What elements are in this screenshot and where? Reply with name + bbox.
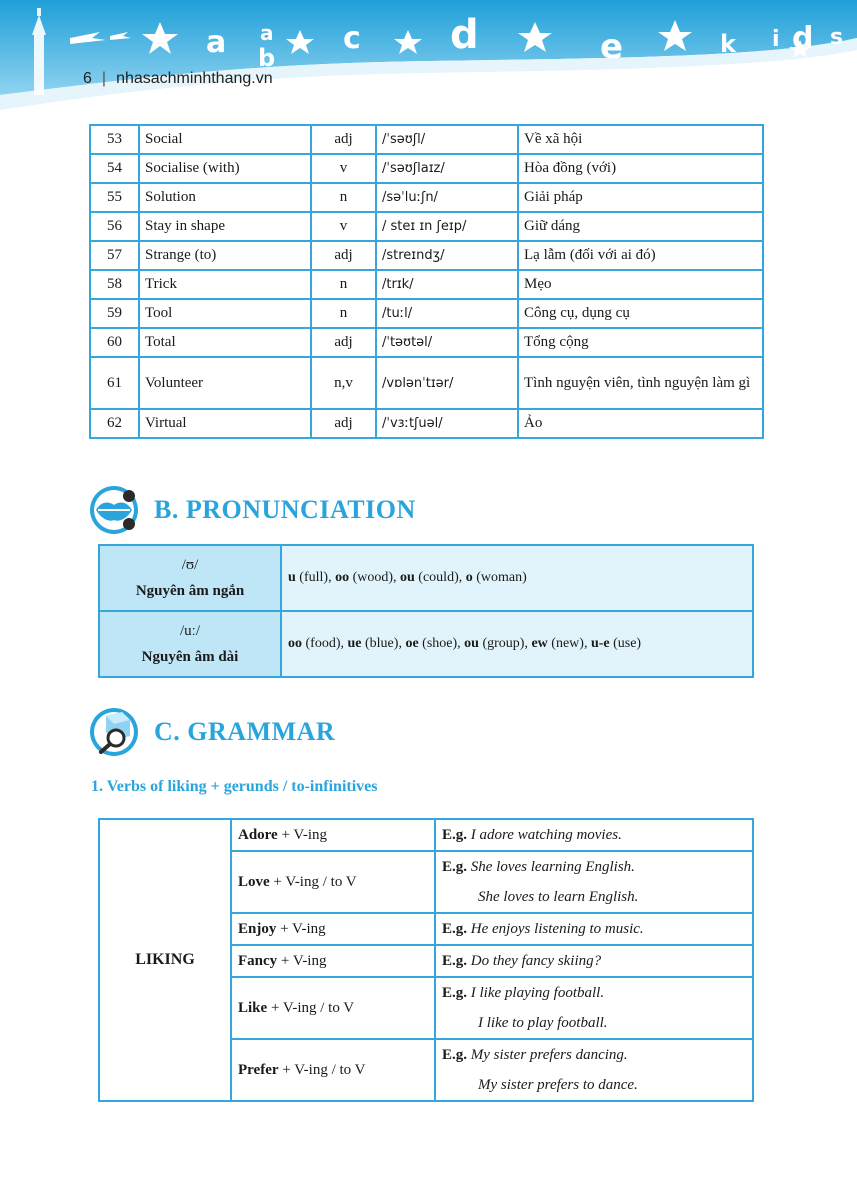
vocab-word: Strange (to) — [139, 241, 311, 270]
example-sentence: She loves learning English. — [470, 859, 635, 875]
header-banner — [0, 0, 857, 110]
vocab-meaning: Về xã hội — [518, 125, 763, 154]
example-cell — [435, 913, 753, 945]
example-spelling: u — [288, 570, 296, 585]
banner-letter-d2: d — [792, 21, 814, 56]
pronunciation-heading: B. PRONUNCIATION — [154, 495, 416, 524]
verb-pattern — [231, 913, 435, 945]
example-sentence: I like to play football. — [478, 1015, 608, 1031]
example-item — [348, 636, 399, 651]
example-word: (woman) — [476, 570, 527, 585]
eg-label: E.g. — [442, 921, 468, 937]
magnifier-cube-icon — [88, 706, 140, 758]
example-spelling: ou — [400, 570, 415, 585]
vocab-row — [90, 328, 763, 357]
vocab-word: Stay in shape — [139, 212, 311, 241]
example-word: (food) — [305, 636, 341, 651]
verb-name: Fancy — [238, 952, 278, 969]
pronunciation-row-long — [99, 611, 753, 677]
vocab-row — [90, 183, 763, 212]
eg-label: E.g. — [442, 985, 468, 1001]
example-cell — [435, 945, 753, 977]
vocab-ipa: /ˈsəʊʃl/ — [376, 125, 518, 154]
vocab-part-of-speech: v — [311, 212, 376, 241]
vocab-number: 62 — [90, 409, 139, 438]
verb-name: Enjoy — [238, 920, 277, 937]
vocab-row — [90, 212, 763, 241]
vocab-part-of-speech: n — [311, 270, 376, 299]
category-label: LIKING — [99, 819, 231, 1101]
vocab-word: Trick — [139, 270, 311, 299]
banner-letter-b: b — [258, 44, 276, 72]
verb-name: Love — [238, 873, 270, 890]
vocab-meaning: Tổng cộng — [518, 328, 763, 357]
banner-letter-i: i — [772, 27, 780, 52]
example-word: (shoe) — [422, 636, 458, 651]
vocab-meaning: Hòa đồng (với) — [518, 154, 763, 183]
grammar-heading: C. GRAMMAR — [154, 717, 336, 746]
vocab-word: Tool — [139, 299, 311, 328]
vocab-row — [90, 299, 763, 328]
page-meta — [83, 70, 273, 88]
example-item — [464, 636, 524, 651]
vocab-number: 60 — [90, 328, 139, 357]
example-sentence: Do they fancy skiing? — [470, 953, 602, 969]
example-word: (full) — [299, 570, 329, 585]
vocab-number: 59 — [90, 299, 139, 328]
pattern: + V-ing / to V — [282, 1061, 366, 1078]
example-word: (use) — [613, 636, 642, 651]
vocab-word: Total — [139, 328, 311, 357]
example-item — [531, 636, 583, 651]
vocabulary-table — [89, 124, 764, 439]
sound-cell — [99, 611, 281, 677]
grammar-row — [99, 819, 753, 851]
eg-label: E.g. — [442, 859, 468, 875]
page-header — [0, 0, 857, 110]
pronunciation-examples: oo (food), ue (blue), oe (shoe), ou (group), ew (new), u-e (use) — [281, 611, 753, 677]
vocab-number: 61 — [90, 357, 139, 409]
vocab-part-of-speech: adj — [311, 241, 376, 270]
vocab-row — [90, 241, 763, 270]
example-line — [442, 921, 644, 937]
example-line — [442, 953, 601, 969]
pattern: + V-ing — [280, 952, 327, 969]
grammar-table — [98, 818, 754, 1102]
vocab-part-of-speech: n,v — [311, 357, 376, 409]
site-url: nhasachminhthang.vn — [116, 70, 273, 87]
vocab-ipa: /streɪndʒ/ — [376, 241, 518, 270]
pronunciation-row-short — [99, 545, 753, 611]
banner-letter-k: k — [720, 30, 736, 58]
example-cell — [435, 851, 753, 913]
sound-label: Nguyên âm ngắn — [135, 583, 245, 599]
pattern: + V-ing / to V — [273, 873, 357, 890]
vocab-meaning: Lạ lẫm (đối với ai đó) — [518, 241, 763, 270]
example-spelling: ue — [347, 636, 362, 651]
example-spelling: oo — [335, 570, 350, 585]
vocab-part-of-speech: n — [311, 183, 376, 212]
example-sentence: My sister prefers dancing. — [470, 1047, 628, 1063]
example-cell — [435, 1039, 753, 1101]
vocab-row — [90, 409, 763, 438]
pronunciation-examples: u (full), oo (wood), ou (could), o (woman) — [281, 545, 753, 611]
example-cell — [435, 977, 753, 1039]
vocab-part-of-speech: adj — [311, 125, 376, 154]
pattern: + V-ing — [280, 920, 326, 937]
example-sentence: I adore watching movies. — [470, 827, 622, 843]
banner-letter-e: e — [600, 27, 624, 67]
verb-pattern — [231, 1039, 435, 1101]
vocab-ipa: /tuːl/ — [376, 299, 518, 328]
example-sentence: I like playing football. — [470, 985, 605, 1001]
example-spelling: ou — [464, 636, 479, 651]
vocab-meaning: Giữ dáng — [518, 212, 763, 241]
vocab-number: 55 — [90, 183, 139, 212]
vocab-number: 53 — [90, 125, 139, 154]
vocab-ipa: /trɪk/ — [376, 270, 518, 299]
vocab-meaning: Mẹo — [518, 270, 763, 299]
pronunciation-section-heading — [88, 484, 416, 536]
vocab-word: Solution — [139, 183, 311, 212]
example-item — [288, 636, 341, 651]
eg-label: E.g. — [442, 1047, 468, 1063]
vocab-number: 56 — [90, 212, 139, 241]
banner-letter-a2: a — [260, 21, 274, 45]
vocab-meaning: Công cụ, dụng cụ — [518, 299, 763, 328]
example-item — [400, 570, 459, 585]
example-sentence: My sister prefers to dance. — [478, 1077, 638, 1093]
vocab-word: Socialise (with) — [139, 154, 311, 183]
sound-symbol: /ʊ/ — [181, 557, 199, 573]
example-word: (could) — [418, 570, 459, 585]
vocab-meaning: Giải pháp — [518, 183, 763, 212]
banner-letter-c: c — [343, 21, 361, 56]
vocab-ipa: /ˈtəʊtəl/ — [376, 328, 518, 357]
vocab-word: Social — [139, 125, 311, 154]
page-number: 6 — [83, 70, 92, 87]
example-item — [591, 636, 641, 651]
example-spelling: oe — [405, 636, 419, 651]
vocab-ipa: /ˈvɜːtʃuəl/ — [376, 409, 518, 438]
vocab-row — [90, 270, 763, 299]
verb-pattern — [231, 945, 435, 977]
vocab-meaning: Tình nguyện viên, tình nguyện làm gì — [518, 357, 763, 409]
vocab-row — [90, 357, 763, 409]
example-sentence: She loves to learn English. — [478, 889, 639, 905]
vocab-part-of-speech: adj — [311, 409, 376, 438]
sound-label: Nguyên âm dài — [141, 649, 239, 665]
example-line — [442, 985, 604, 1001]
example-sentence: He enjoys listening to music. — [470, 921, 644, 937]
example-cell — [435, 819, 753, 851]
example-line — [442, 827, 622, 843]
eg-label: E.g. — [442, 827, 468, 843]
vocab-row — [90, 125, 763, 154]
banner-letter-s: s — [830, 25, 844, 50]
example-item — [335, 570, 393, 585]
vocab-row — [90, 154, 763, 183]
vocab-part-of-speech: v — [311, 154, 376, 183]
example-spelling: ew — [531, 636, 548, 651]
verb-pattern — [231, 819, 435, 851]
example-line — [442, 859, 635, 875]
grammar-subheading: 1. Verbs of liking + gerunds / to-infinitives — [91, 778, 378, 795]
sound-symbol: /uː/ — [179, 623, 200, 639]
verb-name: Adore — [238, 826, 278, 843]
sound-cell — [99, 545, 281, 611]
example-word: (new) — [551, 636, 584, 651]
example-line — [442, 1047, 628, 1063]
eg-label: E.g. — [442, 953, 468, 969]
banner-letter-a: a — [206, 25, 227, 60]
grammar-section-heading — [88, 706, 335, 758]
vocab-ipa: /vɒlənˈtɪər/ — [376, 357, 518, 409]
vocab-word: Virtual — [139, 409, 311, 438]
example-spelling: u-e — [590, 636, 610, 651]
vocab-number: 58 — [90, 270, 139, 299]
vocab-part-of-speech: adj — [311, 328, 376, 357]
vocab-number: 54 — [90, 154, 139, 183]
pronunciation-table — [98, 544, 754, 678]
example-word: (blue) — [365, 636, 399, 651]
vocab-word: Volunteer — [139, 357, 311, 409]
example-item — [466, 570, 527, 585]
vocab-ipa: /ˈsəʊʃlaɪz/ — [376, 154, 518, 183]
example-item — [405, 636, 457, 651]
example-word: (wood) — [352, 570, 393, 585]
verb-name: Prefer — [238, 1061, 279, 1078]
verb-name: Like — [238, 999, 268, 1016]
example-spelling: oo — [288, 636, 302, 651]
verb-pattern — [231, 977, 435, 1039]
vocab-ipa: / steɪ ɪn ʃeɪp/ — [376, 212, 518, 241]
vocab-part-of-speech: n — [311, 299, 376, 328]
lips-icon — [88, 484, 140, 536]
verb-pattern — [231, 851, 435, 913]
vocab-meaning: Ảo — [518, 409, 763, 438]
example-word: (group) — [482, 636, 525, 651]
pattern: + V-ing / to V — [270, 999, 355, 1016]
separator: | — [101, 70, 107, 87]
example-spelling: o — [465, 570, 473, 585]
vocab-ipa: /səˈluːʃn/ — [376, 183, 518, 212]
example-item — [288, 570, 328, 585]
pattern: + V-ing — [281, 826, 328, 843]
vocab-number: 57 — [90, 241, 139, 270]
banner-letter-d: d — [450, 12, 479, 58]
